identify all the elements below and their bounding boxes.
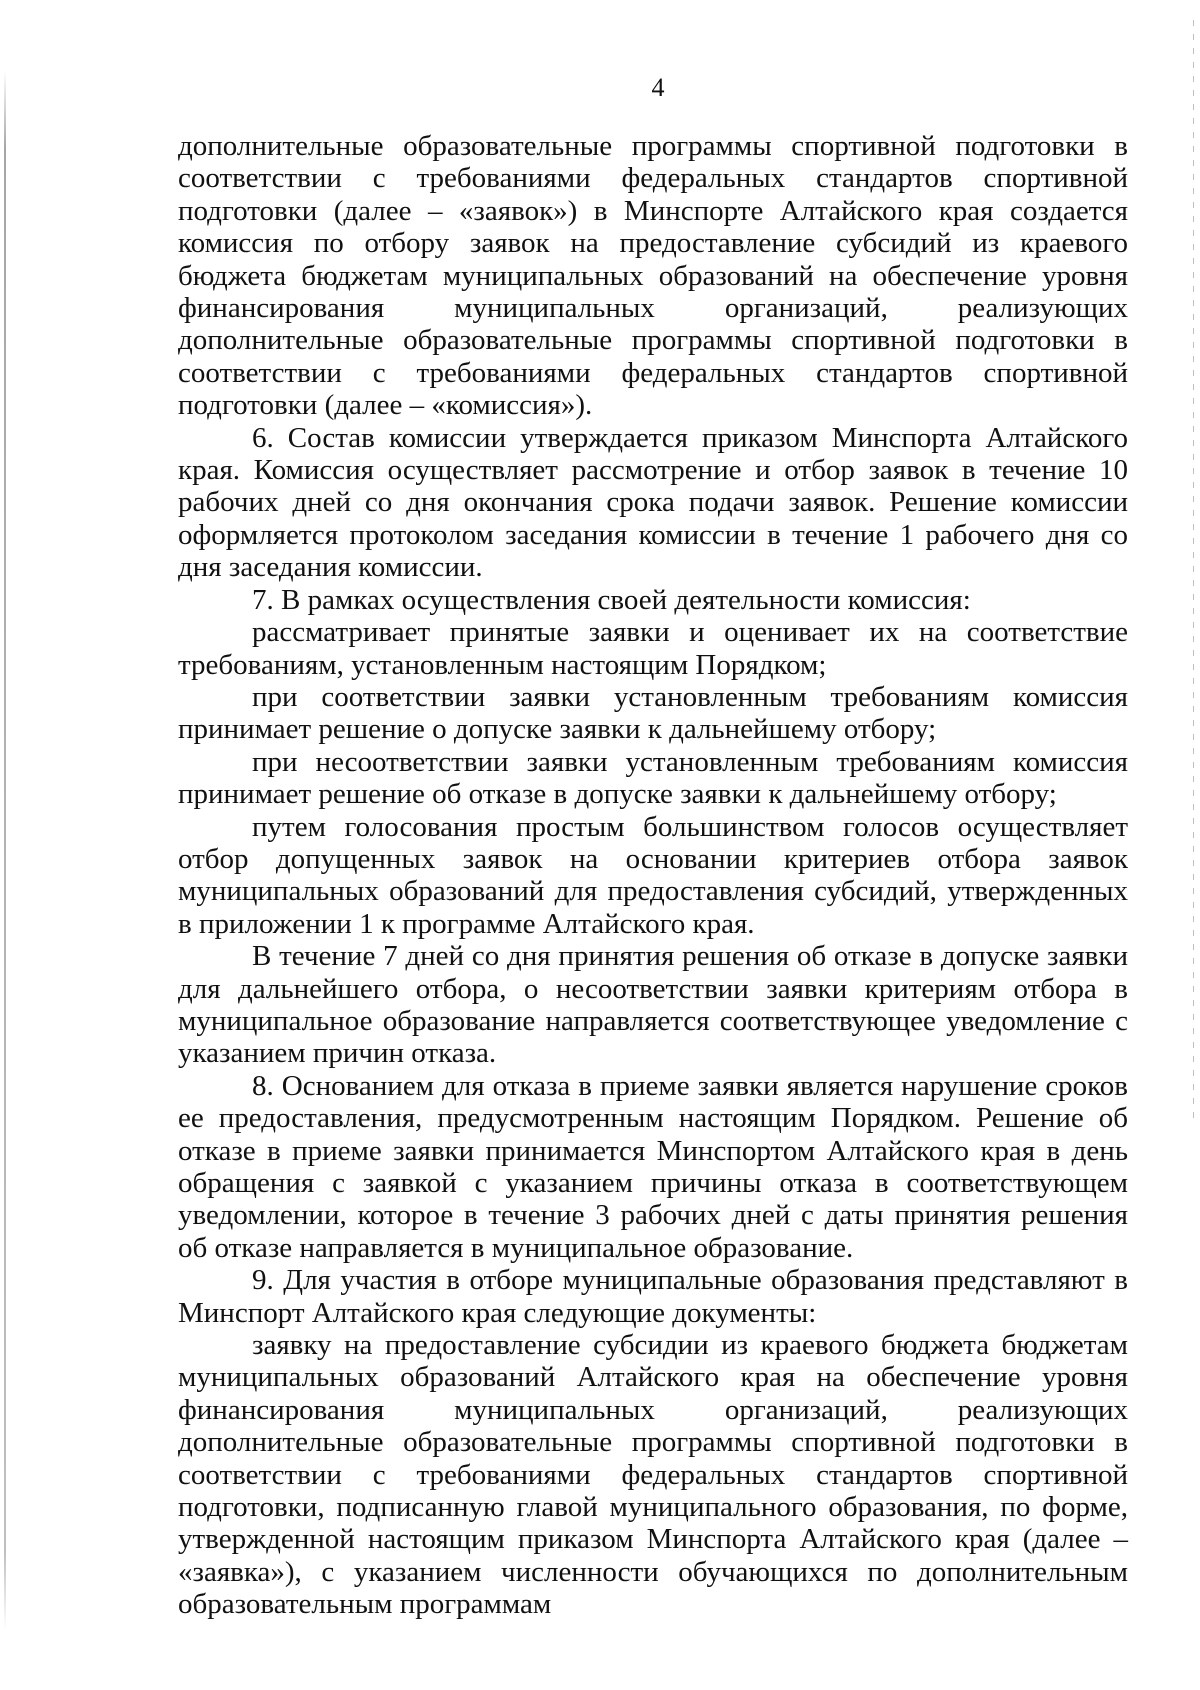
- paragraph-item-6: 6. Состав комиссии утверждается приказом Минспорта Алтайского края. Комиссия осуществляет рассмотрение и отбор заявок в течение 10 рабочих дней со дня окончания срока подачи заявок. Решение комиссии оформляется протоколом заседания комиссии в течение 1 рабочего дня со дня заседания комиссии.: [178, 421, 1128, 584]
- paragraph-commission-review: рассматривает принятые заявки и оценивает их на соответствие требованиям, установленным настоящим Порядком;: [178, 616, 1128, 681]
- paragraph-item-8: 8. Основанием для отказа в приеме заявки является нарушение сроков ее предоставления, предусмотренным настоящим Порядком. Решение об отказе в приеме заявки принимается Минспортом Алтайского края в день обращения с заявкой с указанием причины отказа в соответствующем уведомлении, которое в течение 3 рабочих дней с даты принятия решения об отказе направляется в муниципальное образование.: [178, 1069, 1128, 1264]
- scan-right-edge: [1193, 20, 1194, 1120]
- document-page: [178, 72, 1128, 1621]
- paragraph-application: заявку на предоставление субсидии из краевого бюджета бюджетам муниципальных образований Алтайского края на обеспечение уровня финансирования муниципальных организаций, реализующих дополнительные образовательные программы спортивной подготовки в соответствии с требованиями федеральных стандартов спортивной подготовки, подписанную главой муниципального образования, по форме, утвержденной настоящим приказом Минспорта Алтайского края (далее – «заявка»), с указанием численности обучающихся по дополнительным образовательным программам: [178, 1329, 1128, 1621]
- paragraph-item-9: 9. Для участия в отборе муниципальные образования представляют в Минспорт Алтайского края следующие документы:: [178, 1264, 1128, 1329]
- paragraph-notification: В течение 7 дней со дня принятия решения об отказе в допуске заявки для дальнейшего отбора, о несоответствии заявки критериям отбора в муниципальное образование направляется соответствующее уведомление с указанием причин отказа.: [178, 940, 1128, 1070]
- paragraph-item-7: 7. В рамках осуществления своей деятельности комиссия:: [252, 583, 971, 616]
- scan-left-edge: [4, 70, 6, 1630]
- paragraph-commission-reject: при несоответствии заявки установленным требованиям комиссия принимает решение об отказе в допуске заявки к дальнейшему отбору;: [178, 745, 1128, 811]
- paragraph-commission-vote: путем голосования простым большинством голосов осуществляет отбор допущенных заявок на основании критериев отбора заявок муниципальных образований для предоставления субсидий, утвержденных в приложении 1 к программе Алтайского края.: [178, 810, 1128, 940]
- page-number: 4: [651, 73, 665, 102]
- paragraph-continuation: дополнительные образовательные программы спортивной подготовки в соответствии с требованиями федеральных стандартов спортивной подготовки (далее – «заявок») в Минспорте Алтайского края создается комиссия по отбору заявок на предоставление субсидий из краевого бюджета бюджетам муниципальных образований на обеспечение уровня финансирования муниципальных организаций, реализующих дополнительные образовательные программы спортивной подготовки в соответствии с требованиями федеральных стандартов спортивной подготовки (далее – «комиссия»).: [178, 130, 1128, 422]
- paragraph-commission-admit: при соответствии заявки установленным требованиям комиссия принимает решение о допуске заявки к дальнейшему отбору;: [178, 680, 1128, 746]
